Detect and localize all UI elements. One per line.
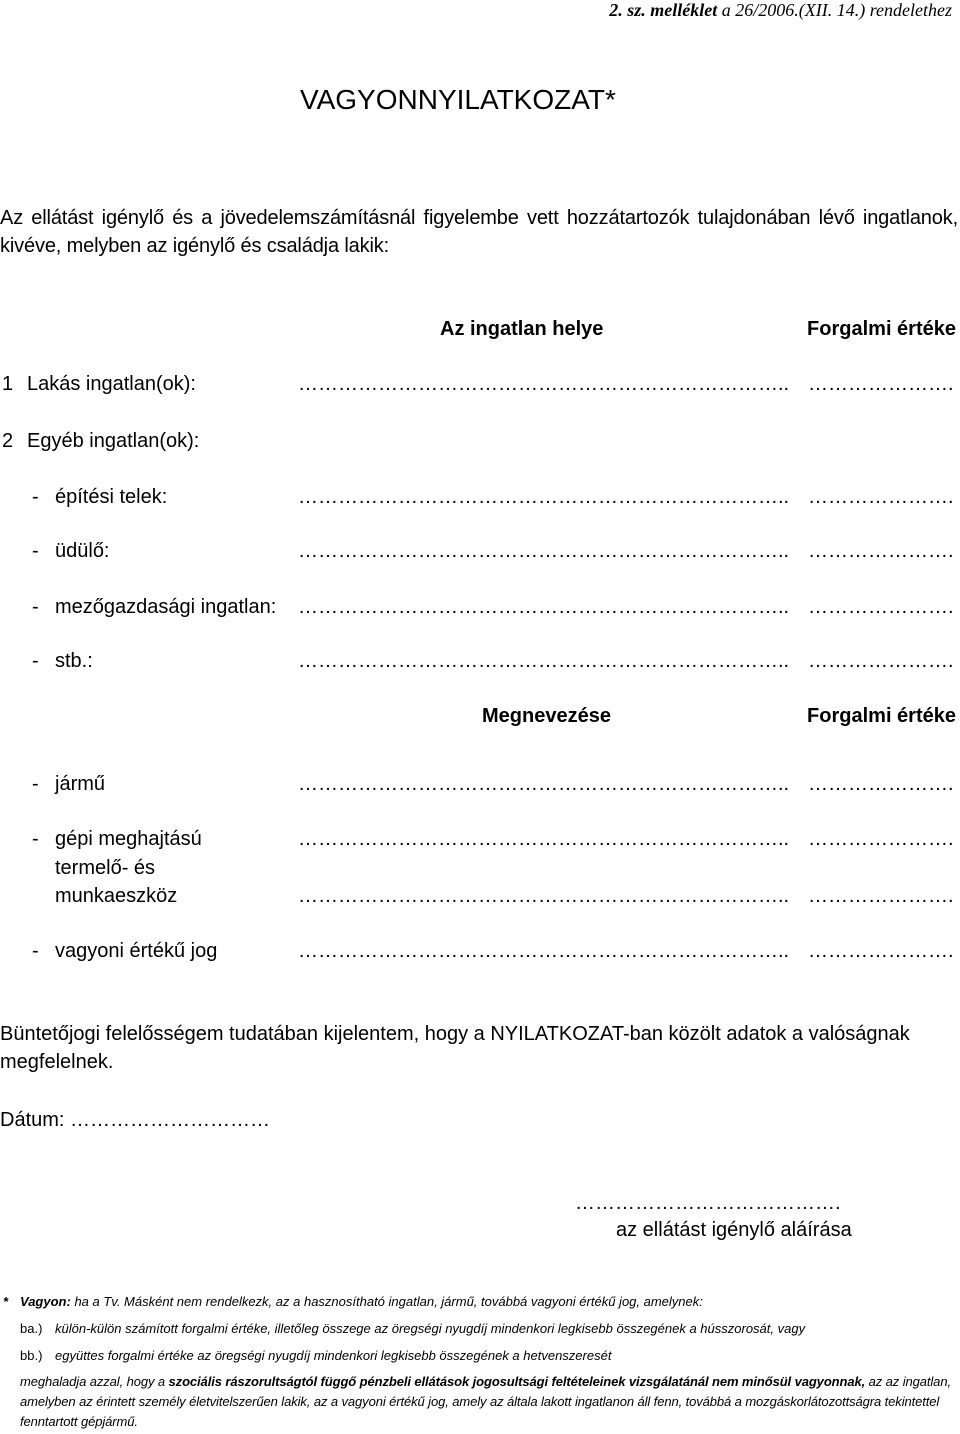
row-label-line: termelő- és [55, 857, 156, 879]
value-blank: …………………. [808, 540, 954, 562]
footnote-item-text: külön-külön számított forgalmi értéke, illetőleg összege az öregségi nyugdíj mindenkori legkisebb összegének a hússzorosát, vagy [55, 1321, 806, 1336]
column-header-value: Forgalmi értéke [807, 318, 956, 340]
property-row-etc [0, 647, 960, 675]
footnote-item-label: bb.) [20, 1348, 43, 1363]
name-blank: ……………………………………………………………….. [298, 885, 790, 907]
page-title: VAGYONNYILATKOZAT* [300, 84, 616, 115]
location-blank: ……………………………………………………………….. [298, 373, 790, 395]
location-blank: ……………………………………………………………….. [298, 596, 790, 618]
row-dash: - [32, 773, 39, 795]
row-label: vagyoni értékű jog [55, 940, 218, 962]
value-blank: …………………. [808, 773, 954, 795]
location-blank: ……………………………………………………………….. [298, 650, 790, 672]
footnote-item [0, 1319, 960, 1339]
regulation-citation: a 26/2006.(XII. 14.) rendelethez [721, 0, 952, 20]
row-label-line: gépi meghajtású [55, 828, 202, 850]
property-row-agricultural [0, 593, 960, 621]
row-dash: - [32, 540, 39, 562]
date-label: Dátum: [0, 1109, 65, 1131]
signature-blank: …………………………………. [575, 1192, 841, 1214]
column-header-name: Megnevezése [482, 705, 611, 727]
row-label: stb.: [55, 650, 93, 672]
signature-label: az ellátást igénylő aláírása [616, 1219, 852, 1241]
row-label: Lakás ingatlan(ok): [27, 373, 196, 395]
annex-number: 2. sz. melléklet [609, 0, 718, 20]
value-blank: …………………. [808, 596, 954, 618]
row-label: Egyéb ingatlan(ok): [27, 430, 200, 452]
footnote-closing-post: az az ingatlan, amelyben az érintett személy életvitelszerűen lakik, az a vagyoni értékű jog, amely az általa lakott ingatlanon áll fenn, továbbá a mozgáskorlátozottságra tekintettel fenntartott gépjármű. [20, 1374, 951, 1429]
footnote-closing-bold: szociális rászorultságtól függő pénzbeli ellátások jogosultsági feltételeinek vizsgálatánál nem minősül vagyonnak, [168, 1374, 866, 1389]
value-blank: …………………. [808, 486, 954, 508]
property-row-other [0, 427, 960, 455]
footnote-term: Vagyon: [20, 1294, 71, 1309]
regulation-reference [609, 0, 952, 20]
asset-row-machinery-cont [0, 854, 960, 882]
footnote-item-label: ba.) [20, 1321, 43, 1336]
row-dash: - [32, 940, 39, 962]
footnote-closing-pre: meghaladja azzal, hogy a [20, 1374, 166, 1389]
row-label: építési telek: [55, 486, 168, 508]
property-row-holiday-home [0, 537, 960, 565]
location-blank: ……………………………………………………………….. [298, 486, 790, 508]
value-blank: …………………. [808, 373, 954, 395]
name-blank: ……………………………………………………………….. [298, 773, 790, 795]
row-number: 1 [2, 373, 14, 395]
name-blank: ……………………………………………………………….. [298, 940, 790, 962]
column-header-location: Az ingatlan helye [440, 318, 604, 340]
location-blank: ……………………………………………………………….. [298, 540, 790, 562]
asset-row-machinery [0, 825, 960, 853]
asset-row-vehicle [0, 770, 960, 798]
property-row-apartment [0, 370, 960, 398]
row-number: 2 [2, 430, 14, 452]
footnote-definition-body: ha a Tv. Másként nem rendelkezk, az a hasznosítható ingatlan, jármű, továbbá vagyoni értékű jog, amelynek: [74, 1294, 703, 1309]
row-label-line: munkaeszköz [55, 885, 178, 907]
footnote-item-text: együttes forgalmi értéke az öregségi nyugdíj mindenkori legkisebb összegének a hetvenszeresét [55, 1348, 612, 1363]
intro-text: Az ellátást igénylő és a jövedelemszámításnál figyelembe vett hozzátartozók tulajdonában lévő ingatlanok, kivéve, melyben az igénylő és családja lakik: [0, 207, 958, 257]
row-label: üdülő: [55, 540, 110, 562]
row-dash: - [32, 596, 39, 618]
row-dash: - [32, 486, 39, 508]
row-label: mezőgazdasági ingatlan: [55, 596, 277, 618]
value-blank: …………………. [808, 885, 954, 907]
row-dash: - [32, 650, 39, 672]
footnote-definition-text [20, 1292, 703, 1312]
date-line [0, 1106, 270, 1134]
footnote-closing [20, 1372, 956, 1432]
footnote-definition [0, 1292, 960, 1312]
name-blank: ……………………………………………………………….. [298, 828, 790, 850]
row-dash: - [32, 828, 39, 850]
value-blank: …………………. [808, 940, 954, 962]
asset-row-machinery-cont [0, 882, 960, 910]
column-header-value: Forgalmi értéke [807, 705, 956, 727]
footnote-item [0, 1346, 960, 1366]
footnote-asterisk: * [3, 1294, 9, 1309]
row-label: jármű [55, 773, 106, 795]
date-blank: ………………………… [70, 1109, 271, 1131]
declaration-statement: Büntetőjogi felelősségem tudatában kijelentem, hogy a NYILATKOZAT-ban közölt adatok a valóságnak megfelelnek. [0, 1023, 910, 1073]
value-blank: …………………. [808, 650, 954, 672]
asset-row-property-right [0, 937, 960, 965]
property-row-building-plot [0, 483, 960, 511]
value-blank: …………………. [808, 828, 954, 850]
